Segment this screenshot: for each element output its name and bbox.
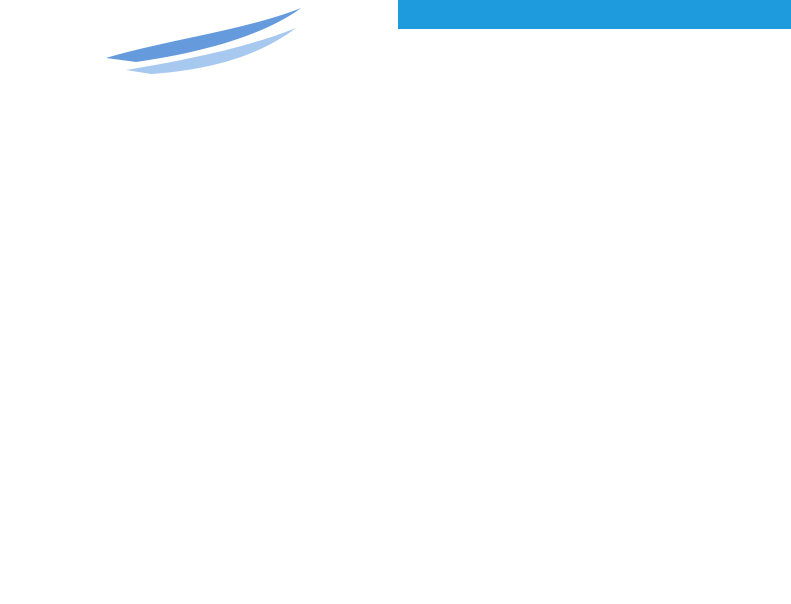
table-header — [398, 0, 791, 29]
lcgk-logo — [96, 0, 306, 128]
logo-swoosh-graphic — [96, 0, 306, 90]
